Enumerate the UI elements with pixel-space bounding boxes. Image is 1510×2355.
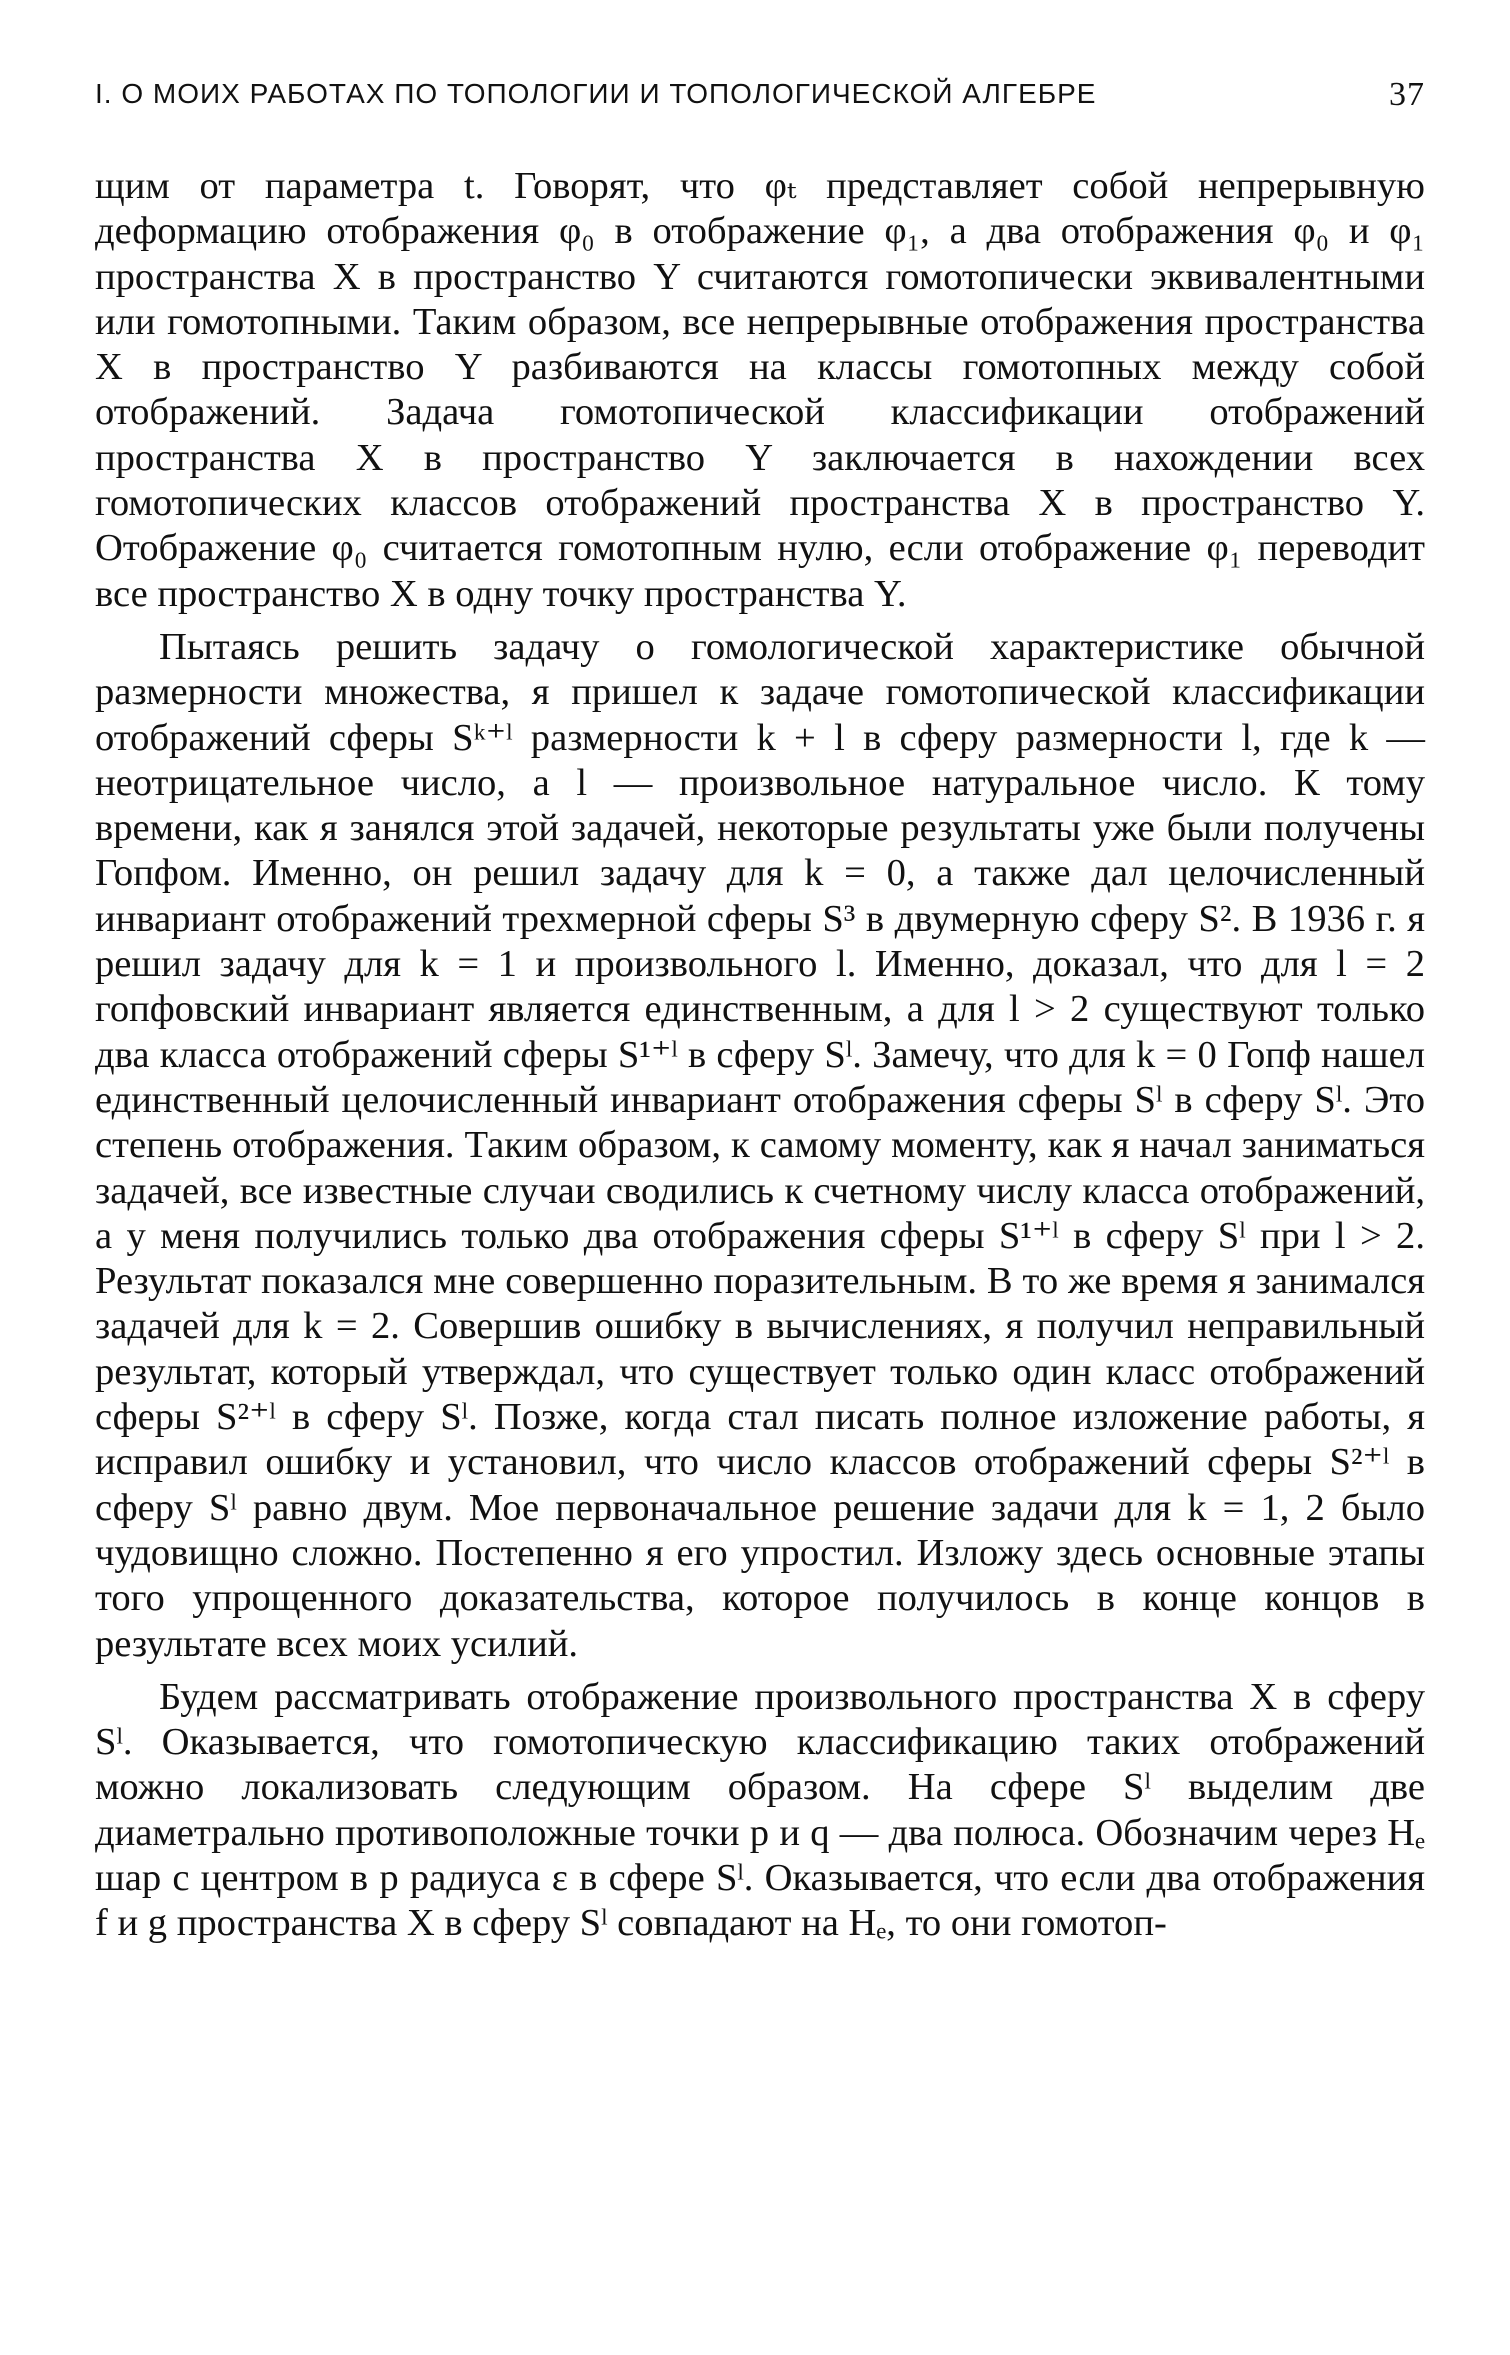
- paragraph-continuation: щим от параметра t. Говорят, что φₜ представляет собой непрерывную деформацию отображения φ₀ в отображение φ₁, а два отображения φ₀ и φ₁ пространства X в пространство Y считаются гомотопически эквивалентными или гомотопными. Таким образом, все непрерывные отображения пространства X в пространство Y разбиваются на классы гомотопных между собой отображений. Задача гомотопической классификации отображений пространства X в пространство Y заключается в нахождении всех гомотопических классов отображений пространства X в пространство Y. Отображение φ₀ считается гомотопным нулю, если отображение φ₁ переводит все пространство X в одну точку пространства Y.: [95, 165, 1425, 615]
- page-number: 37: [1389, 76, 1425, 113]
- book-page: [95, 72, 1425, 1955]
- running-title: I. О МОИХ РАБОТАХ ПО ТОПОЛОГИИ И ТОПОЛОГИЧЕСКОЙ АЛГЕБРЕ: [95, 78, 1097, 109]
- paragraph-homotopy-classification: Пытаясь решить задачу о гомологической характеристике обычной размерности множества, я пришел к задаче гомотопической классификации отображений сферы Sᵏ⁺ˡ размерности k + l в сферу размерности l, где k — неотрицательное число, а l — произвольное натуральное число. К тому времени, как я занялся этой задачей, некоторые результаты уже были получены Гопфом. Именно, он решил задачу для k = 0, а также дал целочисленный инвариант отображений трехмерной сферы S³ в двумерную сферу S². В 1936 г. я решил задачу для k = 1 и произвольного l. Именно, доказал, что для l = 2 гопфовский инвариант является единственным, а для l > 2 существуют только два класса отображений сферы S¹⁺ˡ в сферу Sˡ. Замечу, что для k = 0 Гопф нашел единственный целочисленный инвариант отображения сферы Sˡ в сферу Sˡ. Это степень отображения. Таким образом, к самому моменту, как я начал заниматься задачей, все известные случаи сводились к счетному числу класса отображений, а у меня получились только два отображения сферы S¹⁺ˡ в сферу Sˡ при l > 2. Результат показался мне совершенно поразительным. В то же время я занимался задачей для k = 2. Совершив ошибку в вычислениях, я получил неправильный результат, который утверждал, что существует только один класс отображений сферы S²⁺ˡ в сферу Sˡ. Позже, когда стал писать полное изложение работы, я исправил ошибку и установил, что число классов отображений сферы S²⁺ˡ в сферу Sˡ равно двум. Мое первоначальное решение задачи для k = 1, 2 было чудовищно сложно. Постепенно я его упростил. Изложу здесь основные этапы того упрощенного доказательства, которое получилось в конце концов в результате всех моих усилий.: [95, 625, 1425, 1665]
- body-text: [95, 164, 1425, 1947]
- paragraph-localization: Будем рассматривать отображение произвольного пространства X в сферу Sˡ. Оказывается, что гомотопическую классификацию таких отображений можно локализовать следующим образом. На сфере Sˡ выделим две диаметрально противоположные точки p и q — два полюса. Обозначим через Hₑ шар с центром в p радиуса ε в сфере Sˡ. Оказывается, что если два отображения f и g пространства X в сферу Sˡ совпадают на Hₑ, то они гомотоп-: [95, 1675, 1425, 1945]
- running-header: [95, 72, 1425, 120]
